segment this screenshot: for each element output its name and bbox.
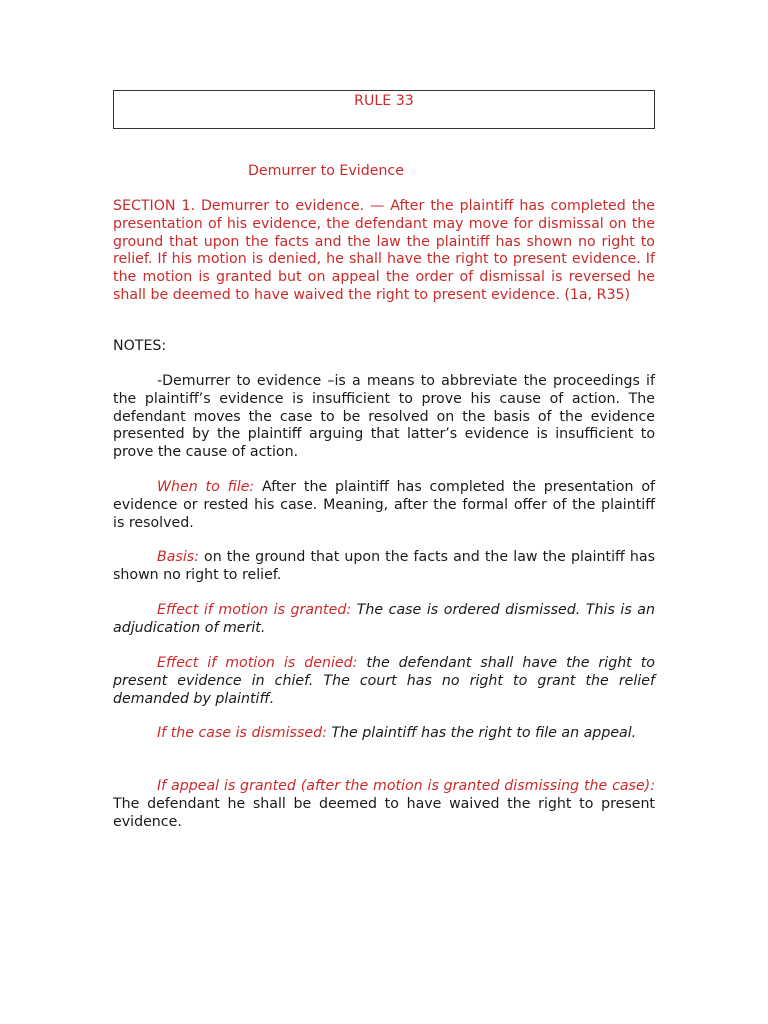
document-title: Demurrer to Evidence bbox=[248, 163, 404, 179]
note-effect-granted-label: Effect if motion is granted: bbox=[157, 602, 352, 618]
rule-number: RULE 33 bbox=[354, 93, 414, 109]
note-case-dismissed-text: The plaintiff has the right to file an appeal. bbox=[326, 725, 637, 741]
note-when-to-file-label: When to file: bbox=[157, 479, 255, 495]
section-1-text: SECTION 1. Demurrer to evidence. — After the plaintiff has completed the presentation of his evidence, the defendant may move for dismissal on the ground that upon the facts and the law the plaintiff has shown no right to relief. If his motion is denied, he shall have the right to present evidence. If the motion is granted but on appeal the order of dismissal is reversed he shall be deemed to have waived the right to present evidence. (1a, R35) bbox=[113, 198, 655, 303]
note-definition: -Demurrer to evidence –is a means to abbreviate the proceedings if the plaintiff’s evidence is insufficient to prove his cause of action. The defendant moves the case to be resolved on the basis of the evidence presented by the plaintiff arguing that latter’s evidence is insufficient to prove the cause of action. bbox=[113, 373, 655, 461]
notes-heading: NOTES: bbox=[113, 338, 167, 354]
note-basis bbox=[113, 549, 655, 585]
note-effect-denied-label: Effect if motion is denied: bbox=[157, 655, 358, 671]
note-when-to-file-text: After the plaintiff has completed the presentation of evidence or rested his case. Meaning, after the formal offer of the plaintiff is resolved. bbox=[113, 479, 655, 531]
note-appeal-granted-text: The defendant he shall be deemed to have waived the right to present evidence. bbox=[113, 795, 655, 830]
note-effect-denied bbox=[113, 655, 655, 708]
note-case-dismissed bbox=[113, 725, 655, 743]
note-appeal-granted-label: If appeal is granted (after the motion is granted dismissing the case): bbox=[157, 778, 655, 794]
note-when-to-file bbox=[113, 479, 655, 532]
note-basis-label: Basis: bbox=[157, 549, 199, 565]
note-appeal-granted bbox=[113, 778, 655, 831]
rule-heading-box bbox=[113, 90, 655, 129]
note-effect-granted-text: The case is ordered dismissed. This is an adjudication of merit. bbox=[113, 602, 655, 636]
note-effect-granted bbox=[113, 602, 655, 638]
note-effect-denied-text: the defendant shall have the right to present evidence in chief. The court has no right to grant the relief demanded by plaintiff. bbox=[113, 655, 655, 707]
note-case-dismissed-label: If the case is dismissed: bbox=[157, 725, 327, 741]
note-basis-text: on the ground that upon the facts and the law the plaintiff has shown no right to relief. bbox=[113, 549, 655, 583]
